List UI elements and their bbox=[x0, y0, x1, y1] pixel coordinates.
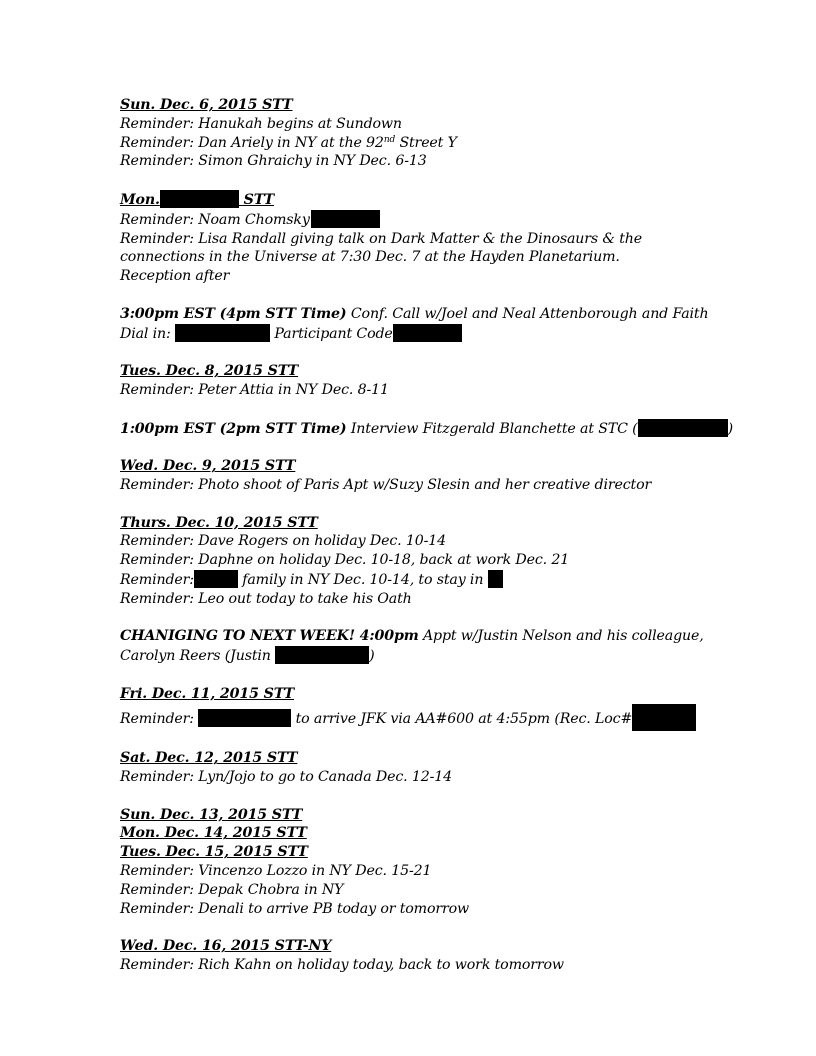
reminder-denali: Reminder: Denali to arrive PB today or tomorrow bbox=[120, 900, 470, 917]
reminder-simon-ghraichy: Reminder: Simon Ghraichy in NY Dec. 6-13 bbox=[120, 153, 427, 170]
reminder-lisa-randall: Reminder: Lisa Randall giving talk on Dark Matter & the Dinosaurs & the connections in the Universe at 7:30 Dec. 7 at the Hayden Planetarium. Reception after bbox=[120, 230, 643, 285]
reminder-dan-ariely-text: Reminder: Dan Ariely in NY at the 92 bbox=[120, 134, 384, 151]
reminder-peter-attia: Reminder: Peter Attia in NY Dec. 8-11 bbox=[120, 381, 389, 398]
interview-close: ) bbox=[727, 420, 733, 437]
reminder-photo-shoot: Reminder: Photo shoot of Paris Apt w/Suzy Slesin and her creative director bbox=[120, 476, 652, 493]
reminder-depak-chobra: Reminder: Depak Chobra in NY bbox=[120, 881, 344, 898]
reminder-lyn-jojo: Reminder: Lyn/Jojo to go to Canada Dec. 12-14 bbox=[120, 769, 453, 786]
redaction-block bbox=[393, 324, 462, 342]
appointment-desc: Appt w/Justin Nelson and his colleague, bbox=[418, 628, 704, 645]
reminder-dan-ariely-tail: Street Y bbox=[395, 134, 457, 151]
ordinal-suffix: nd bbox=[383, 134, 396, 145]
day-heading-dec16: Wed. Dec. 16, 2015 STT-NY bbox=[120, 938, 332, 955]
redaction-block bbox=[311, 210, 380, 228]
interview-time: 1:00pm EST (2pm STT Time) bbox=[120, 420, 347, 437]
redaction-block bbox=[488, 570, 503, 588]
reminder-dan-ariely bbox=[120, 134, 720, 153]
reminder-hanukah: Reminder: Hanukah begins at Sundown bbox=[120, 115, 402, 132]
day-heading-dec13: Sun. Dec. 13, 2015 STT bbox=[120, 806, 303, 823]
reminder-family bbox=[120, 570, 720, 590]
reminder-family-prefix: Reminder: bbox=[120, 571, 194, 588]
appointment-close: ) bbox=[369, 648, 375, 665]
reminder-leo-oath: Reminder: Leo out today to take his Oath bbox=[120, 590, 412, 607]
day-heading-dec6: Sun. Dec. 6, 2015 STT bbox=[120, 97, 293, 113]
reminder-jfk-arrival bbox=[120, 704, 720, 731]
reminder-noam-chomsky-text: Reminder: Noam Chomsky bbox=[120, 211, 310, 228]
appointment-justin-nelson bbox=[120, 627, 720, 646]
day-heading-dec10: Thurs. Dec. 10, 2015 STT bbox=[120, 514, 318, 531]
day-heading-dec9: Wed. Dec. 9, 2015 STT bbox=[120, 458, 296, 475]
reminder-dave-rogers: Reminder: Dave Rogers on holiday Dec. 10-14 bbox=[120, 533, 446, 550]
conference-call-time: 3:00pm EST (4pm STT Time) bbox=[120, 305, 347, 322]
reminder-rich-kahn: Reminder: Rich Kahn on holiday today, back to work tomorrow bbox=[120, 957, 564, 974]
appointment-time: CHANIGING TO NEXT WEEK! 4:00pm bbox=[120, 628, 419, 645]
redaction-block bbox=[275, 646, 369, 664]
dial-in-label: Dial in: bbox=[120, 325, 176, 342]
participant-code-label: Participant Code bbox=[270, 325, 393, 342]
interview-entry bbox=[120, 419, 733, 439]
conference-call-desc: Conf. Call w/Joel and Neal Attenborough and Faith bbox=[346, 305, 709, 322]
appointment-line-2 bbox=[120, 646, 720, 666]
reminder-vincenzo-lozzo: Reminder: Vincenzo Lozzo in NY Dec. 15-21 bbox=[120, 863, 432, 880]
day-heading-dec7 bbox=[120, 190, 720, 210]
day-heading-dec8: Tues. Dec. 8, 2015 STT bbox=[120, 363, 299, 380]
reminder-noam-chomsky bbox=[120, 210, 720, 230]
redaction-block bbox=[160, 190, 239, 208]
day-heading-dec7-suffix: STT bbox=[238, 191, 275, 208]
redaction-block bbox=[638, 419, 728, 437]
redaction-block bbox=[175, 324, 270, 342]
interview-desc: Interview Fitzgerald Blanchette at STC ( bbox=[346, 420, 638, 437]
reminder-family-text: family in NY Dec. 10-14, to stay in bbox=[237, 571, 488, 588]
day-heading-dec12: Sat. Dec. 12, 2015 STT bbox=[120, 750, 298, 767]
schedule-document bbox=[120, 96, 733, 975]
dial-in-line bbox=[120, 324, 720, 344]
redaction-block bbox=[198, 709, 291, 727]
redaction-block bbox=[632, 704, 696, 731]
day-heading-dec14: Mon. Dec. 14, 2015 STT bbox=[120, 825, 307, 842]
day-heading-dec7-prefix: Mon. bbox=[120, 191, 160, 208]
redaction-block bbox=[194, 570, 238, 588]
day-heading-dec15: Tues. Dec. 15, 2015 STT bbox=[120, 844, 308, 861]
day-heading-dec11: Fri. Dec. 11, 2015 STT bbox=[120, 685, 295, 702]
conference-call bbox=[120, 305, 720, 324]
reminder-jfk-text: to arrive JFK via AA#600 at 4:55pm (Rec. Loc# bbox=[291, 710, 633, 727]
reminder-daphne: Reminder: Daphne on holiday Dec. 10-18, back at work Dec. 21 bbox=[120, 552, 570, 569]
reminder-jfk-prefix: Reminder: bbox=[120, 710, 199, 727]
appointment-colleague: Carolyn Reers (Justin bbox=[120, 648, 276, 665]
